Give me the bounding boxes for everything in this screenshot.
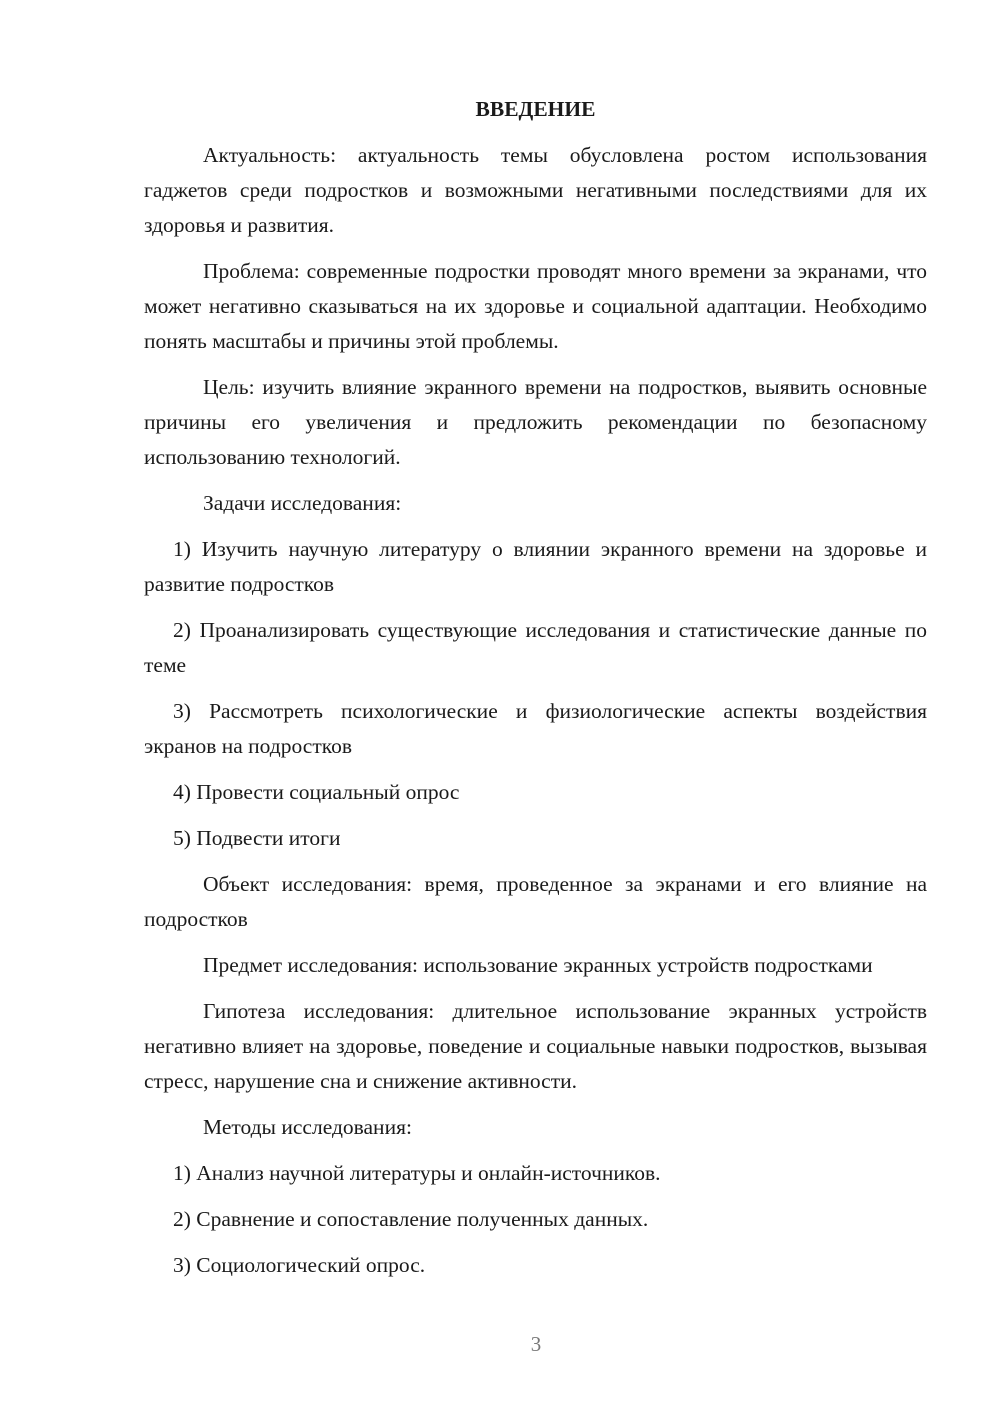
task-item: 4) Провести социальный опрос — [173, 780, 460, 804]
goal-paragraph: Цель: изучить влияние экранного времени на подростков, выявить основные причины его увеличения и предложить рекомендации по безопасному использованию технологий. — [144, 375, 927, 469]
relevance-paragraph: Актуальность: актуальность темы обусловлена ростом использования гаджетов среди подростков и возможными негативными последствиями для их здоровья и развития. — [144, 143, 927, 237]
method-item: 1) Анализ научной литературы и онлайн-источников. — [173, 1161, 661, 1185]
problem-paragraph: Проблема: современные подростки проводят много времени за экранами, что может негативно сказываться на их здоровье и социальной адаптации. Необходимо понять масштабы и причины этой проблемы. — [144, 259, 927, 353]
methods-heading: Методы исследования: — [203, 1115, 412, 1139]
subject-paragraph: Предмет исследования: использование экранных устройств подростками — [203, 953, 873, 977]
method-item: 2) Сравнение и сопоставление полученных данных. — [173, 1207, 649, 1231]
hypothesis-paragraph: Гипотеза исследования: длительное использование экранных устройств негативно влияет на здоровье, поведение и социальные навыки подростков, вызывая стресс, нарушение сна и снижение активности. — [144, 999, 927, 1093]
page-number: 3 — [530, 1332, 542, 1356]
section-title: ВВЕДЕНИЕ — [475, 97, 596, 121]
task-item: 3) Рассмотреть психологические и физиологические аспекты воздействия экранов на подростков — [144, 699, 927, 758]
task-item: 1) Изучить научную литературу о влиянии экранного времени на здоровье и развитие подростков — [144, 537, 927, 596]
object-paragraph: Объект исследования: время, проведенное за экранами и его влияние на подростков — [144, 872, 927, 931]
tasks-heading: Задачи исследования: — [203, 491, 402, 515]
task-item: 5) Подвести итоги — [173, 826, 341, 850]
document-page — [144, 92, 927, 1294]
method-item: 3) Социологический опрос. — [173, 1253, 426, 1277]
task-item: 2) Проанализировать существующие исследования и статистические данные по теме — [144, 618, 927, 677]
